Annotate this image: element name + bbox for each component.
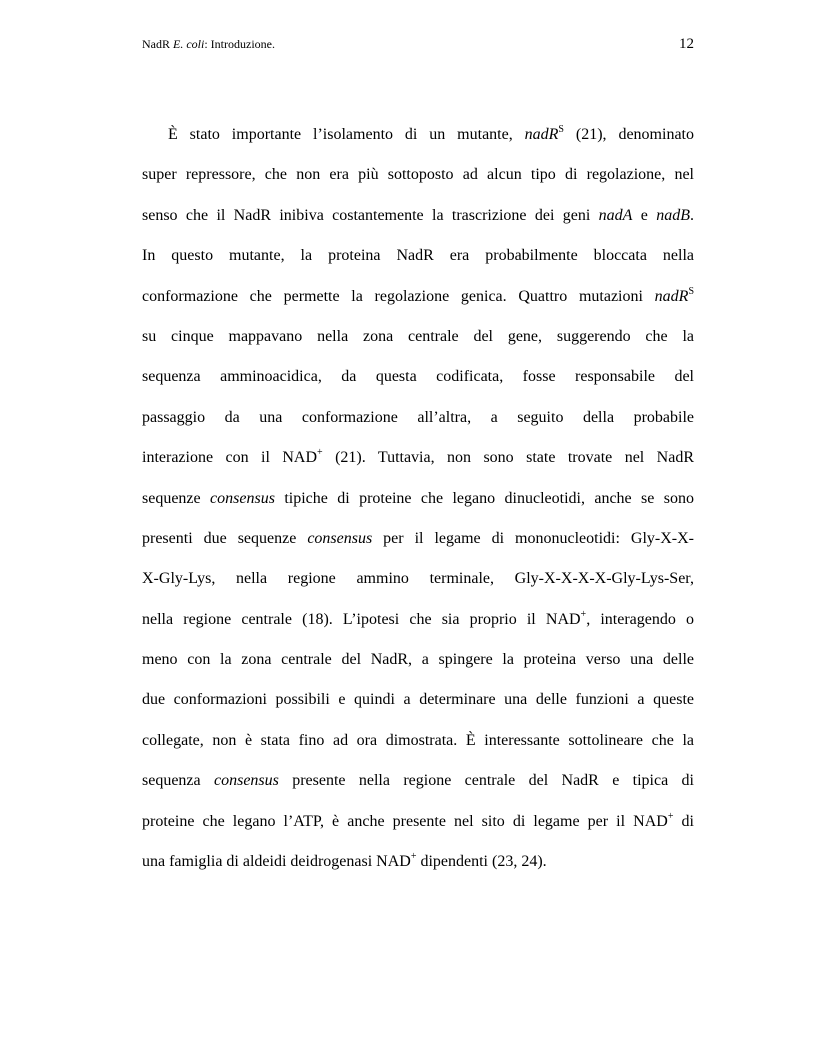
text-line: proteine che legano l’ATP, è anche presente nel sito di legame per il NAD+ di [142,810,694,830]
text-line: presenti due sequenze consensus per il legame di mononucleotidi: Gly-X-X- [142,529,694,547]
text-line: meno con la zona centrale del NadR, a spingere la proteina verso una delle [142,651,694,669]
page-number: 12 [679,36,694,52]
text-line: due conformazioni possibili e quindi a determinare una delle funzioni a queste [142,691,694,709]
text-line: interazione con il NAD+ (21). Tuttavia, non sono state trovate nel NadR [142,447,694,467]
text-line: È stato importante l’isolamento di un mutante, nadR$^S$ (21), denominato [168,124,694,143]
text-line: super repressore, che non era più sottoposto ad alcun tipo di regolazione, nel [142,166,694,184]
text-line: sequenza amminoacidica, da questa codificata, fosse responsabile del [142,368,694,386]
text-line-last: una famiglia di aldeidi deidrogenasi NAD+ dipendenti (23, 24). [142,851,547,871]
text-line: X-Gly-Lys, nella regione ammino terminale, Gly-X-X-X-X-Gly-Lys-Ser, [142,570,694,588]
text-line: conformazione che permette la regolazione genica. Quattro mutazioni nadR$^S$ [142,285,694,305]
text-line: nella regione centrale (18). L’ipotesi che sia proprio il NAD+, interagendo o [142,608,694,628]
running-title: NadR E. coli: Introduzione. [142,37,275,51]
text-line: In questo mutante, la proteina NadR era probabilmente bloccata nella [142,247,694,265]
text-line: collegate, non è stata fino ad ora dimostrata. È interessante sottolineare che la [142,731,694,749]
text-line: sequenze consensus tipiche di proteine che legano dinucleotidi, anche se sono [142,489,694,507]
body-paragraph [142,115,694,882]
text-line: sequenza consensus presente nella regione centrale del NadR e tipica di [142,772,694,790]
text-line: su cinque mappavano nella zona centrale del gene, suggerendo che la [142,327,694,345]
text-line: senso che il NadR inibiva costantemente la trascrizione dei geni nadA e nadB. [142,206,694,224]
text-line: passaggio da una conformazione all’altra, a seguito della probabile [142,408,694,426]
